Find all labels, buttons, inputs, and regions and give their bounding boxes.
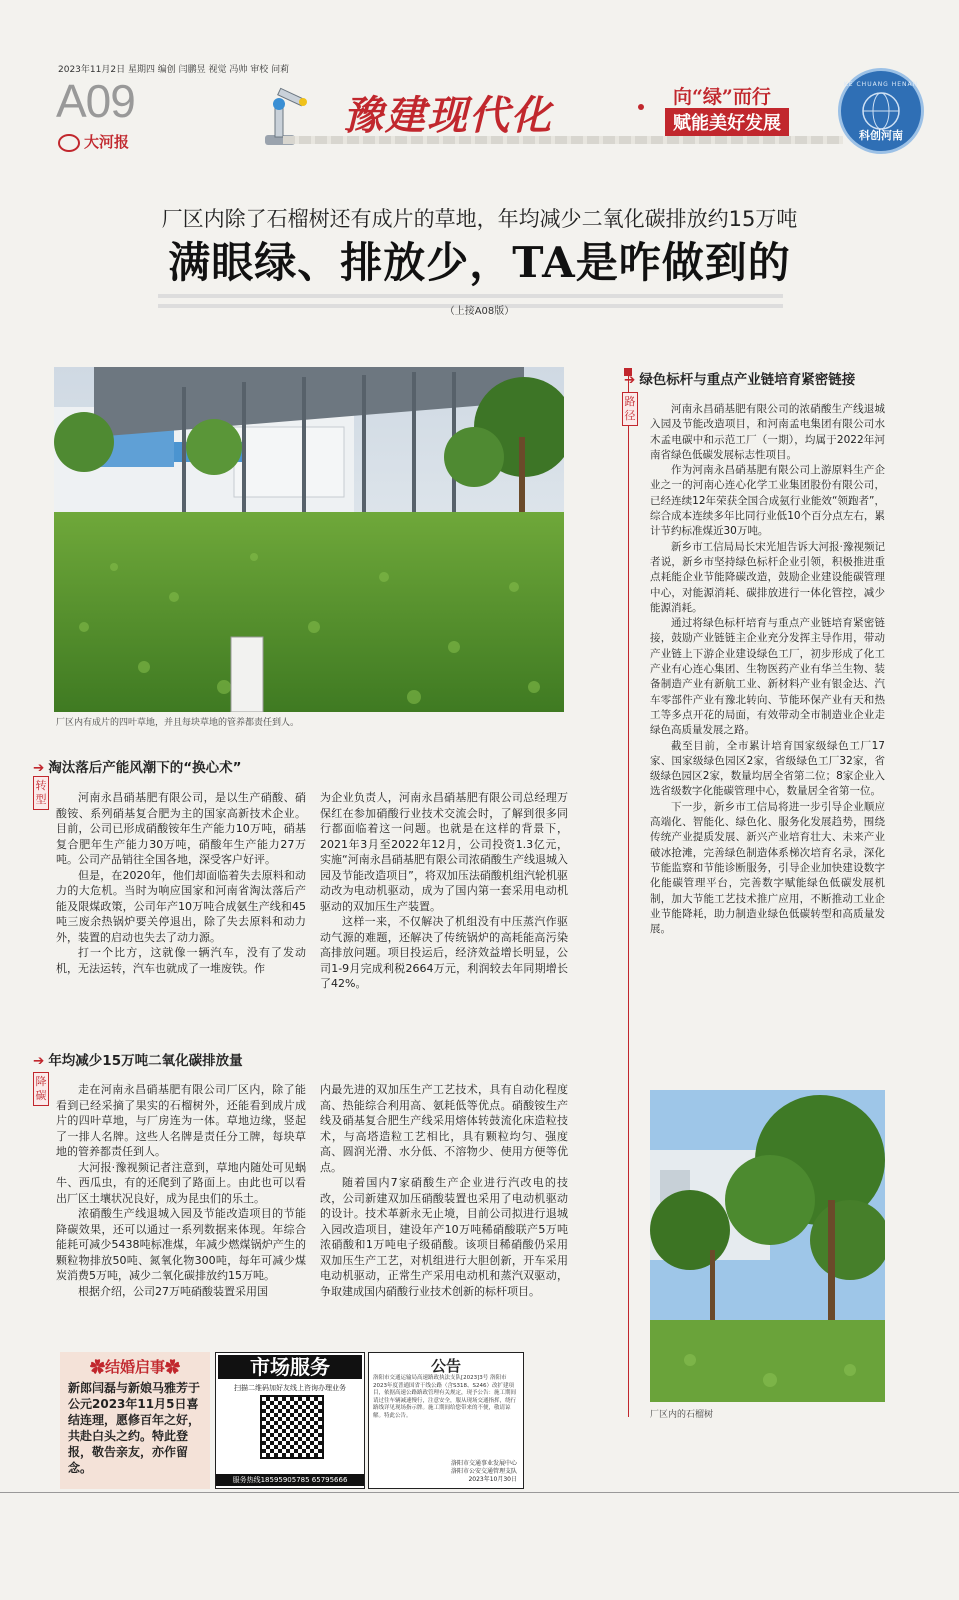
photo2-caption: 厂区内的石榴树	[650, 1410, 714, 1420]
section-title-text: 淘汰落后产能风潮下的“换心术”	[48, 760, 242, 776]
pomegranate-tree-photo	[650, 1090, 885, 1402]
paragraph: 这样一来，不仅解决了机组没有中压蒸汽作驱动气源的难题，还解决了传统锅炉的高耗能高污染高排放问题。项目投运后，经济效益增长明显，公司1-9月完成利税2664万元，利润较去年同期增长了42%。	[320, 915, 568, 990]
section-tag-carbon: 降碳	[33, 1072, 49, 1106]
logo-icon	[58, 134, 80, 152]
notice-body: 洛阳市交通运输局高速路政执法支队[2023]3号 洛阳市2023年度普通国省干线公路（含S318、S246）改扩建项目，依据高速公路路政管理有关规定，现予公告：施工期间请过往车辆减速慢行，注意安全，服从现场交通指挥，绕行路线详见现场指示牌。施工期间给您带来的不便，敬请谅解。特此公告。	[373, 1375, 517, 1419]
kechuang-badge	[838, 68, 924, 154]
newspaper-logo	[58, 131, 129, 152]
notice-title: 公告	[430, 1357, 461, 1375]
logo-text: 大河报	[84, 133, 130, 151]
wedding-body: 新郎闫磊与新娘马雅芳于公元2023年11月5日喜结连理，愿修百年之好，共赴白头之约。特此登报，敬告亲友，亦作留念。	[68, 1381, 201, 1475]
paragraph: 截至目前，全市累计培育国家级绿色工厂17家、国家级绿色园区2家，省级绿色工厂32家，省级绿色园区2家，数量均居全省第二位；8家企业入选省级数字化能碳管理中心，数量居全省第一位。	[650, 739, 885, 798]
paragraph: 河南永昌硝基肥有限公司的浓硝酸生产线退城入园及节能改造项目，和河南孟电集团有限公司水木孟电碳中和示范工厂（一期），均属于2022年河南省绿色低碳发展标志性项目。	[650, 403, 885, 461]
paragraph: 但是，在2020年，他们却面临着失去原料和动力的大危机。当时为响应国家和河南省淘汰落后产能及限煤政策，公司年产10万吨合成氨生产线和45吨三废余热锅炉要关停退出，除了失去原料和动力外，装置的启动也失去了动力源。	[56, 868, 306, 944]
banner-dot	[638, 104, 644, 110]
paragraph: 走在河南永昌硝基肥有限公司厂区内，除了能看到已经采摘了果实的石榴树外，还能看到成片成片的四叶草地，与厂房连为一体。草地边缘，竖起了一排人名牌。这些人名牌是责任分工牌，每块草地的管养都责任到人。	[56, 1083, 306, 1158]
subheadline: 厂区内除了石榴树还有成片的草地，年均减少二氧化碳排放约15万吨	[161, 207, 798, 231]
ads-area	[60, 1352, 622, 1489]
section2-right-column	[320, 1082, 568, 1299]
paragraph: 打一个比方，这就像一辆汽车，没有了发动机，无法运转，汽车也就成了一堆废铁。作	[56, 946, 306, 975]
headline: 满眼绿、排放少，TA是咋做到的	[168, 238, 791, 287]
section-title-text: 绿色标杆与重点产业链培育紧密链接	[639, 372, 856, 388]
issue-meta: 2023年11月2日 星期四 编创 闫鹏昱 视觉 冯帅 审校 问莉	[58, 65, 290, 75]
banner-subtitle-2: 赋能美好发展	[665, 108, 789, 136]
market-service-ad	[215, 1352, 365, 1489]
arrow-icon: ➔	[33, 1053, 45, 1069]
notice-signature: 洛阳市交通事业发展中心 洛阳市公安交通管理支队 2023年10月30日	[450, 1460, 517, 1483]
badge-text: 科创河南	[859, 129, 903, 142]
paragraph: 为企业负责人，河南永昌硝基肥有限公司总经理万保红在参加硝酸行业技术交流会时，了解到很多同行都面临着这一问题。也就是在这样的背景下，2021年3月至2022年12月，公司投资1.3亿元，实施“河南永昌硝基肥有限公司浓硝酸生产线退城入园及节能改造项目”，将双加压法硝酸机组汽轮机驱动改为电动机驱动，成为了国内第一套采用电动机驱动的双加压生产装置。	[320, 791, 568, 913]
paragraph: 作为河南永昌硝基肥有限公司上游原料生产企业之一的河南心连心化学工业集团股份有限公司，已经连续12年荣获全国合成氨行业能效“领跑者”，综合成本连续多年比同行业低10个百分点左右，累计节约标准煤近30万吨。	[650, 464, 885, 538]
paragraph: 大河报·豫视频记者注意到，草地内随处可见蜗牛、西瓜虫，有的还爬到了路面上。由此也可以看出厂区土壤状况良好，成为昆虫们的乐土。	[56, 1160, 306, 1205]
page-bottom-rule	[0, 1492, 959, 1493]
column-divider	[628, 372, 629, 1417]
paragraph: 浓硝酸生产线退城入园及节能改造项目的节能降碳效果，还可以通过一系列数据来体现。年综合能耗可减少5438吨标准煤，年减少燃煤锅炉产生的颗粒物排放50吨、氮氧化物300吨，每年可减少煤炭消费5万吨，减少二氧化碳排放约15万吨。	[56, 1207, 306, 1282]
market-subtitle: 扫描二维码加好友线上咨询办理业务	[234, 1384, 346, 1392]
page-number: A09	[56, 75, 135, 127]
banner-subtitle-1: 向“绿”而行	[673, 86, 771, 108]
arrow-icon: ➔	[624, 372, 636, 388]
market-title: 市场服务	[218, 1355, 362, 1379]
section-title-carbon	[33, 1049, 243, 1069]
section-title-text: 年均减少15万吨二氧化碳排放量	[48, 1053, 243, 1069]
column-banner	[253, 78, 919, 156]
market-hotline: 服务热线18595905785 65795666	[216, 1474, 364, 1486]
wedding-notice	[60, 1352, 210, 1489]
section2-left-column	[56, 1082, 306, 1299]
paragraph: 随着国内7家硝酸生产企业进行汽改电的技改，公司新建双加压硝酸装置也采用了电动机驱动的设计。技术革新永无止境，目前公司拟进行退城入园改造项目，建设年产10万吨稀硝酸联产5万吨浓硝酸和1万吨电子级硝酸。该项目稀硝酸仍采用双加压生产工艺，对机组进行大胆创新，开车采用电动机驱动，正常生产采用电动机和蒸汽双驱动，争取建成国内硝酸行业技术创新的标杆项目。	[320, 1176, 568, 1298]
paragraph: 下一步，新乡市工信局将进一步引导企业顺应高端化、智能化、绿色化、服务化发展趋势，围绕传统产业提质发展、新兴产业培育壮大、未来产业破冰抢滩，完善绿色制造体系梯次培育名录，深化节能监察和节能诊断服务，引导企业加快建设数字化能碳管理平台，完善数字赋能绿色低碳发展机制，加大节能工艺技术推广应用，不断推动工业企业节能降耗，助力制造业绿色低碳转型和高质量发展。	[650, 800, 885, 936]
section-title-path	[624, 368, 855, 388]
section3-column	[650, 402, 885, 937]
wedding-title: ✿结婚启事✿	[89, 1358, 180, 1376]
section-tag-path: 路径	[622, 392, 638, 426]
section1-right-column	[320, 790, 568, 992]
paragraph: 新乡市工信局局长宋光旭告诉大河报·豫视频记者说，新乡市坚持绿色标杆企业引领，积极推进重点耗能企业节能降碳改造，鼓励企业建设能碳管理中心，对能源消耗、碳排放进行一体化管控，减少能源消耗。	[650, 540, 885, 614]
paragraph: 通过将绿色标杆培育与重点产业链培育紧密链接，鼓励产业链链主企业充分发挥主导作用，带动产业链上下游企业建设绿色工厂，初步形成了化工产业有心连心集团、生物医药产业有华兰生物、装备制造产业有新航工业、新材料产业有银金达、汽车零部件产业有豫北转向、节能环保产业有天和热工等多点开花的局面，有效带动全市制造业企业走绿色高质量发展之路。	[650, 617, 885, 737]
banner-title: 豫建现代化	[343, 92, 553, 139]
paragraph: 内最先进的双加压生产工艺技术，具有自动化程度高、热能综合利用高、氨耗低等优点。硝酸铵生产线及硝基复合肥生产线采用熔体转鼓流化床造粒技术，与高塔造粒工艺相比，具有颗粒均匀、强度高、圆润光滑、水分低、不溶物少、使用方便等优点。	[320, 1083, 568, 1174]
photo1-caption: 厂区内有成片的四叶草地，并且每块草地的管养都责任到人。	[56, 718, 300, 728]
section1-left-column	[56, 790, 306, 976]
qr-code-icon[interactable]	[260, 1395, 324, 1459]
continued-note: （上接A08版）	[444, 306, 515, 317]
factory-grass-photo	[54, 367, 564, 712]
badge-en-text: KE CHUANG HENAN	[843, 81, 919, 88]
section-tag-transform: 转型	[33, 776, 49, 810]
section-title-transform	[33, 756, 242, 776]
public-notice	[368, 1352, 524, 1489]
paragraph: 根据介绍，公司27万吨硝酸装置采用国	[78, 1284, 268, 1298]
arrow-icon: ➔	[33, 760, 45, 776]
paragraph: 河南永昌硝基肥有限公司，是以生产硝酸、硝酸铵、系列硝基复合肥为主的国家高新技术企业。目前，公司已形成硝酸铵年生产能力10万吨，硝基复合肥年生产能力30万吨，硝酸年生产能力27万吨。公司产品销往全国各地，深受客户好评。	[56, 791, 306, 866]
